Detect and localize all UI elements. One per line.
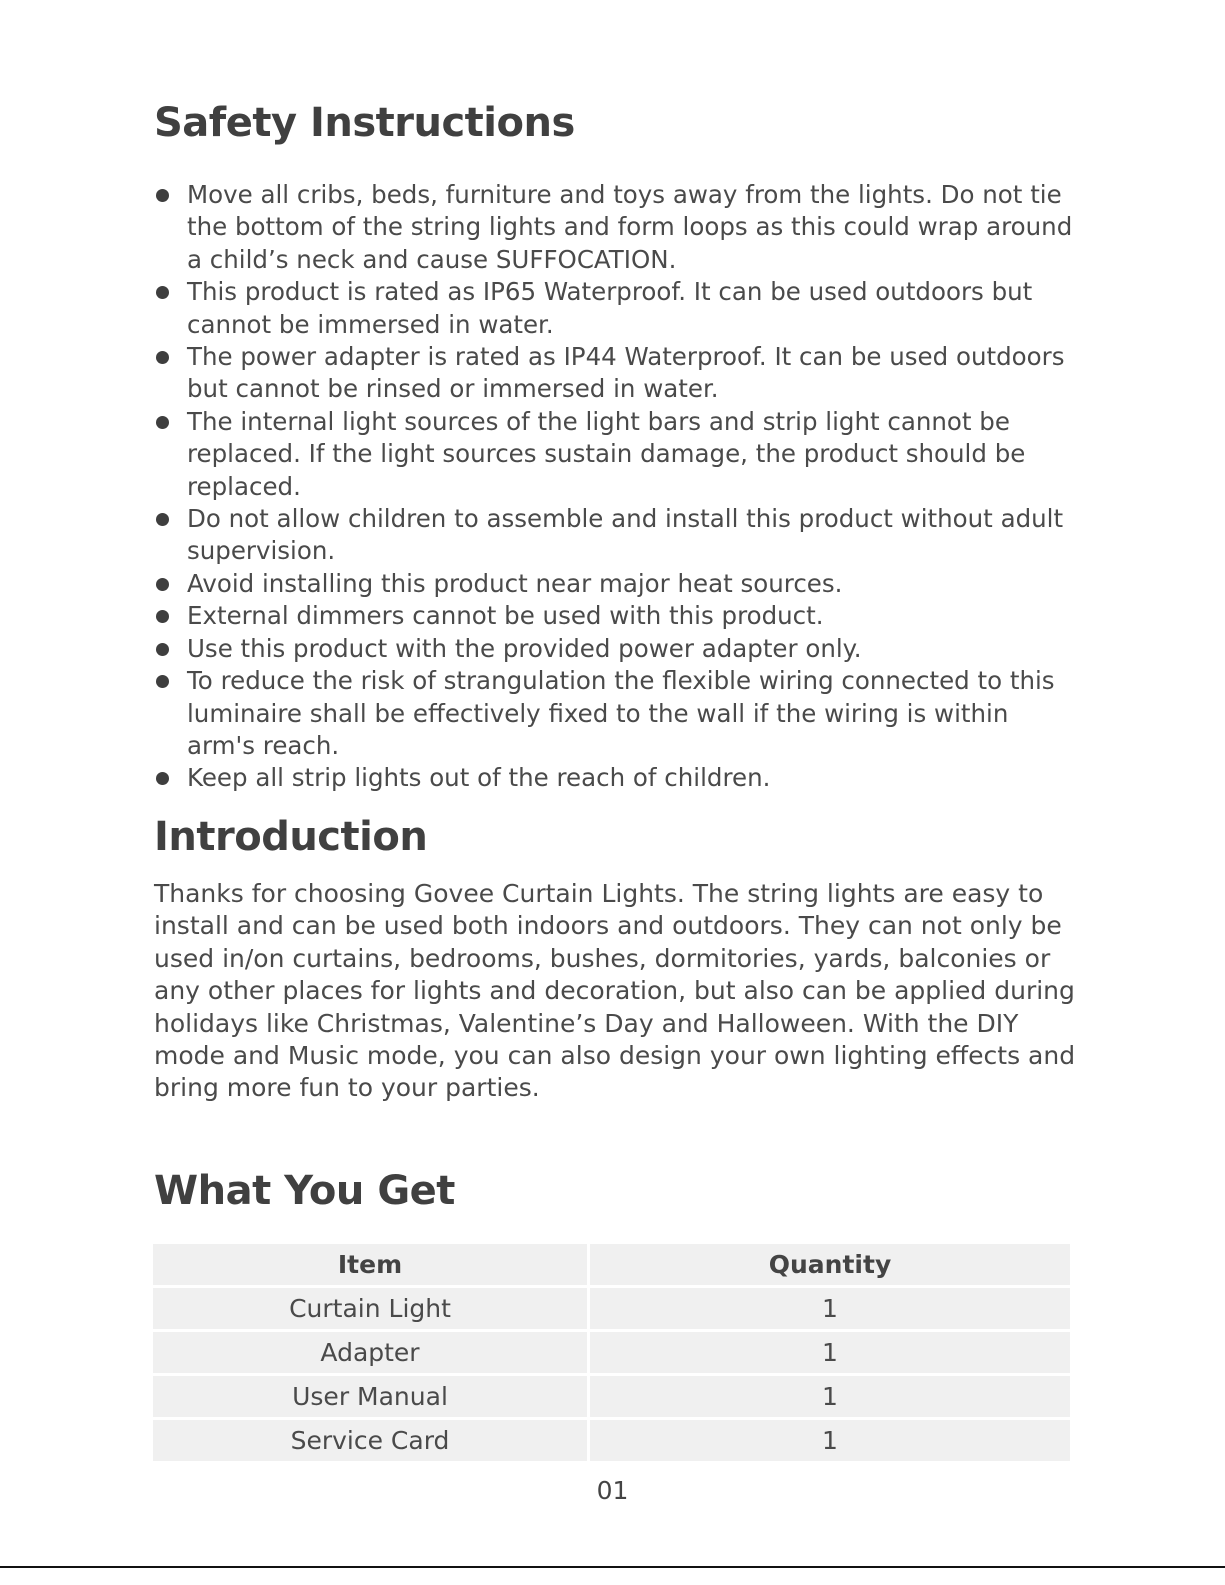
list-item — [154, 503, 1074, 568]
table-cell-item: Curtain Light — [153, 1288, 590, 1329]
list-item-text: The power adapter is rated as IP44 Waterproof. It can be used outdoors but cannot be rinsed or immersed in water. — [187, 342, 1065, 404]
introduction-paragraph: Thanks for choosing Govee Curtain Lights. The string lights are easy to install and can be used both indoors and outdoors. They can not only be used in/on curtains, bedrooms, bushes, dormitories, yards, balconies or any other places for lights and decoration, but also can be applied during holidays like Christmas, Valentine’s Day and Halloween. With the DIY mode and Music mode, you can also design your own lighting effects and bring more fun to your parties. — [154, 879, 1076, 1103]
safety-list — [154, 179, 1074, 795]
introduction-heading: Introduction — [154, 814, 428, 860]
list-item — [154, 600, 1074, 632]
list-item-text: Avoid installing this product near major heat sources. — [187, 568, 843, 598]
bullet-icon — [156, 513, 169, 526]
table-cell-quantity: 1 — [590, 1288, 1070, 1329]
what-you-get-heading: What You Get — [154, 1168, 455, 1214]
table-header-item: Item — [153, 1244, 590, 1285]
table-row — [153, 1288, 1070, 1329]
list-item — [154, 406, 1074, 503]
list-item-text: The internal light sources of the light bars and strip light cannot be replaced. If the light sources sustain damage, the product should be replaced. — [187, 406, 1026, 501]
list-item-text: To reduce the risk of strangulation the flexible wiring connected to this luminaire shall be effectively fixed to the wall if the wiring is within arm's reach. — [187, 666, 1055, 760]
table-row — [153, 1332, 1070, 1373]
table-row — [153, 1376, 1070, 1417]
table-header-row — [153, 1244, 1070, 1285]
bullet-icon — [156, 772, 169, 785]
page-number: 01 — [596, 1476, 629, 1505]
list-item-text: Keep all strip lights out of the reach of children. — [187, 763, 771, 793]
list-item — [154, 341, 1074, 406]
bullet-icon — [156, 675, 169, 688]
list-item — [154, 276, 1074, 341]
bullet-icon — [156, 286, 169, 299]
bullet-icon — [156, 610, 169, 623]
table-cell-item: User Manual — [153, 1376, 590, 1417]
table-cell-quantity: 1 — [590, 1376, 1070, 1417]
list-item — [154, 762, 1074, 794]
list-item-text: Move all cribs, beds, furniture and toys away from the lights. Do not tie the bottom of the string lights and form loops as this could wrap around a child’s neck and cause SUFFOCATION. — [187, 180, 1073, 274]
bullet-icon — [156, 578, 169, 591]
list-item-text: External dimmers cannot be used with this product. — [187, 601, 824, 631]
table-row — [153, 1420, 1070, 1461]
table-cell-item: Service Card — [153, 1420, 590, 1461]
bullet-icon — [156, 189, 169, 202]
bullet-icon — [156, 643, 169, 656]
list-item — [154, 179, 1074, 276]
bottom-border — [0, 1566, 1225, 1568]
list-item-text: Use this product with the provided power adapter only. — [187, 633, 862, 663]
table-cell-quantity: 1 — [590, 1332, 1070, 1373]
bullet-icon — [156, 351, 169, 364]
table-cell-item: Adapter — [153, 1332, 590, 1373]
list-item — [154, 665, 1074, 762]
safety-instructions-heading: Safety Instructions — [154, 100, 575, 146]
list-item — [154, 568, 1074, 600]
bullet-icon — [156, 416, 169, 429]
contents-table — [153, 1241, 1070, 1464]
table-header-quantity: Quantity — [590, 1244, 1070, 1285]
table-cell-quantity: 1 — [590, 1420, 1070, 1461]
list-item-text: This product is rated as IP65 Waterproof. It can be used outdoors but cannot be immersed in water. — [187, 277, 1033, 339]
list-item — [154, 633, 1074, 665]
list-item-text: Do not allow children to assemble and install this product without adult supervision. — [187, 504, 1064, 566]
